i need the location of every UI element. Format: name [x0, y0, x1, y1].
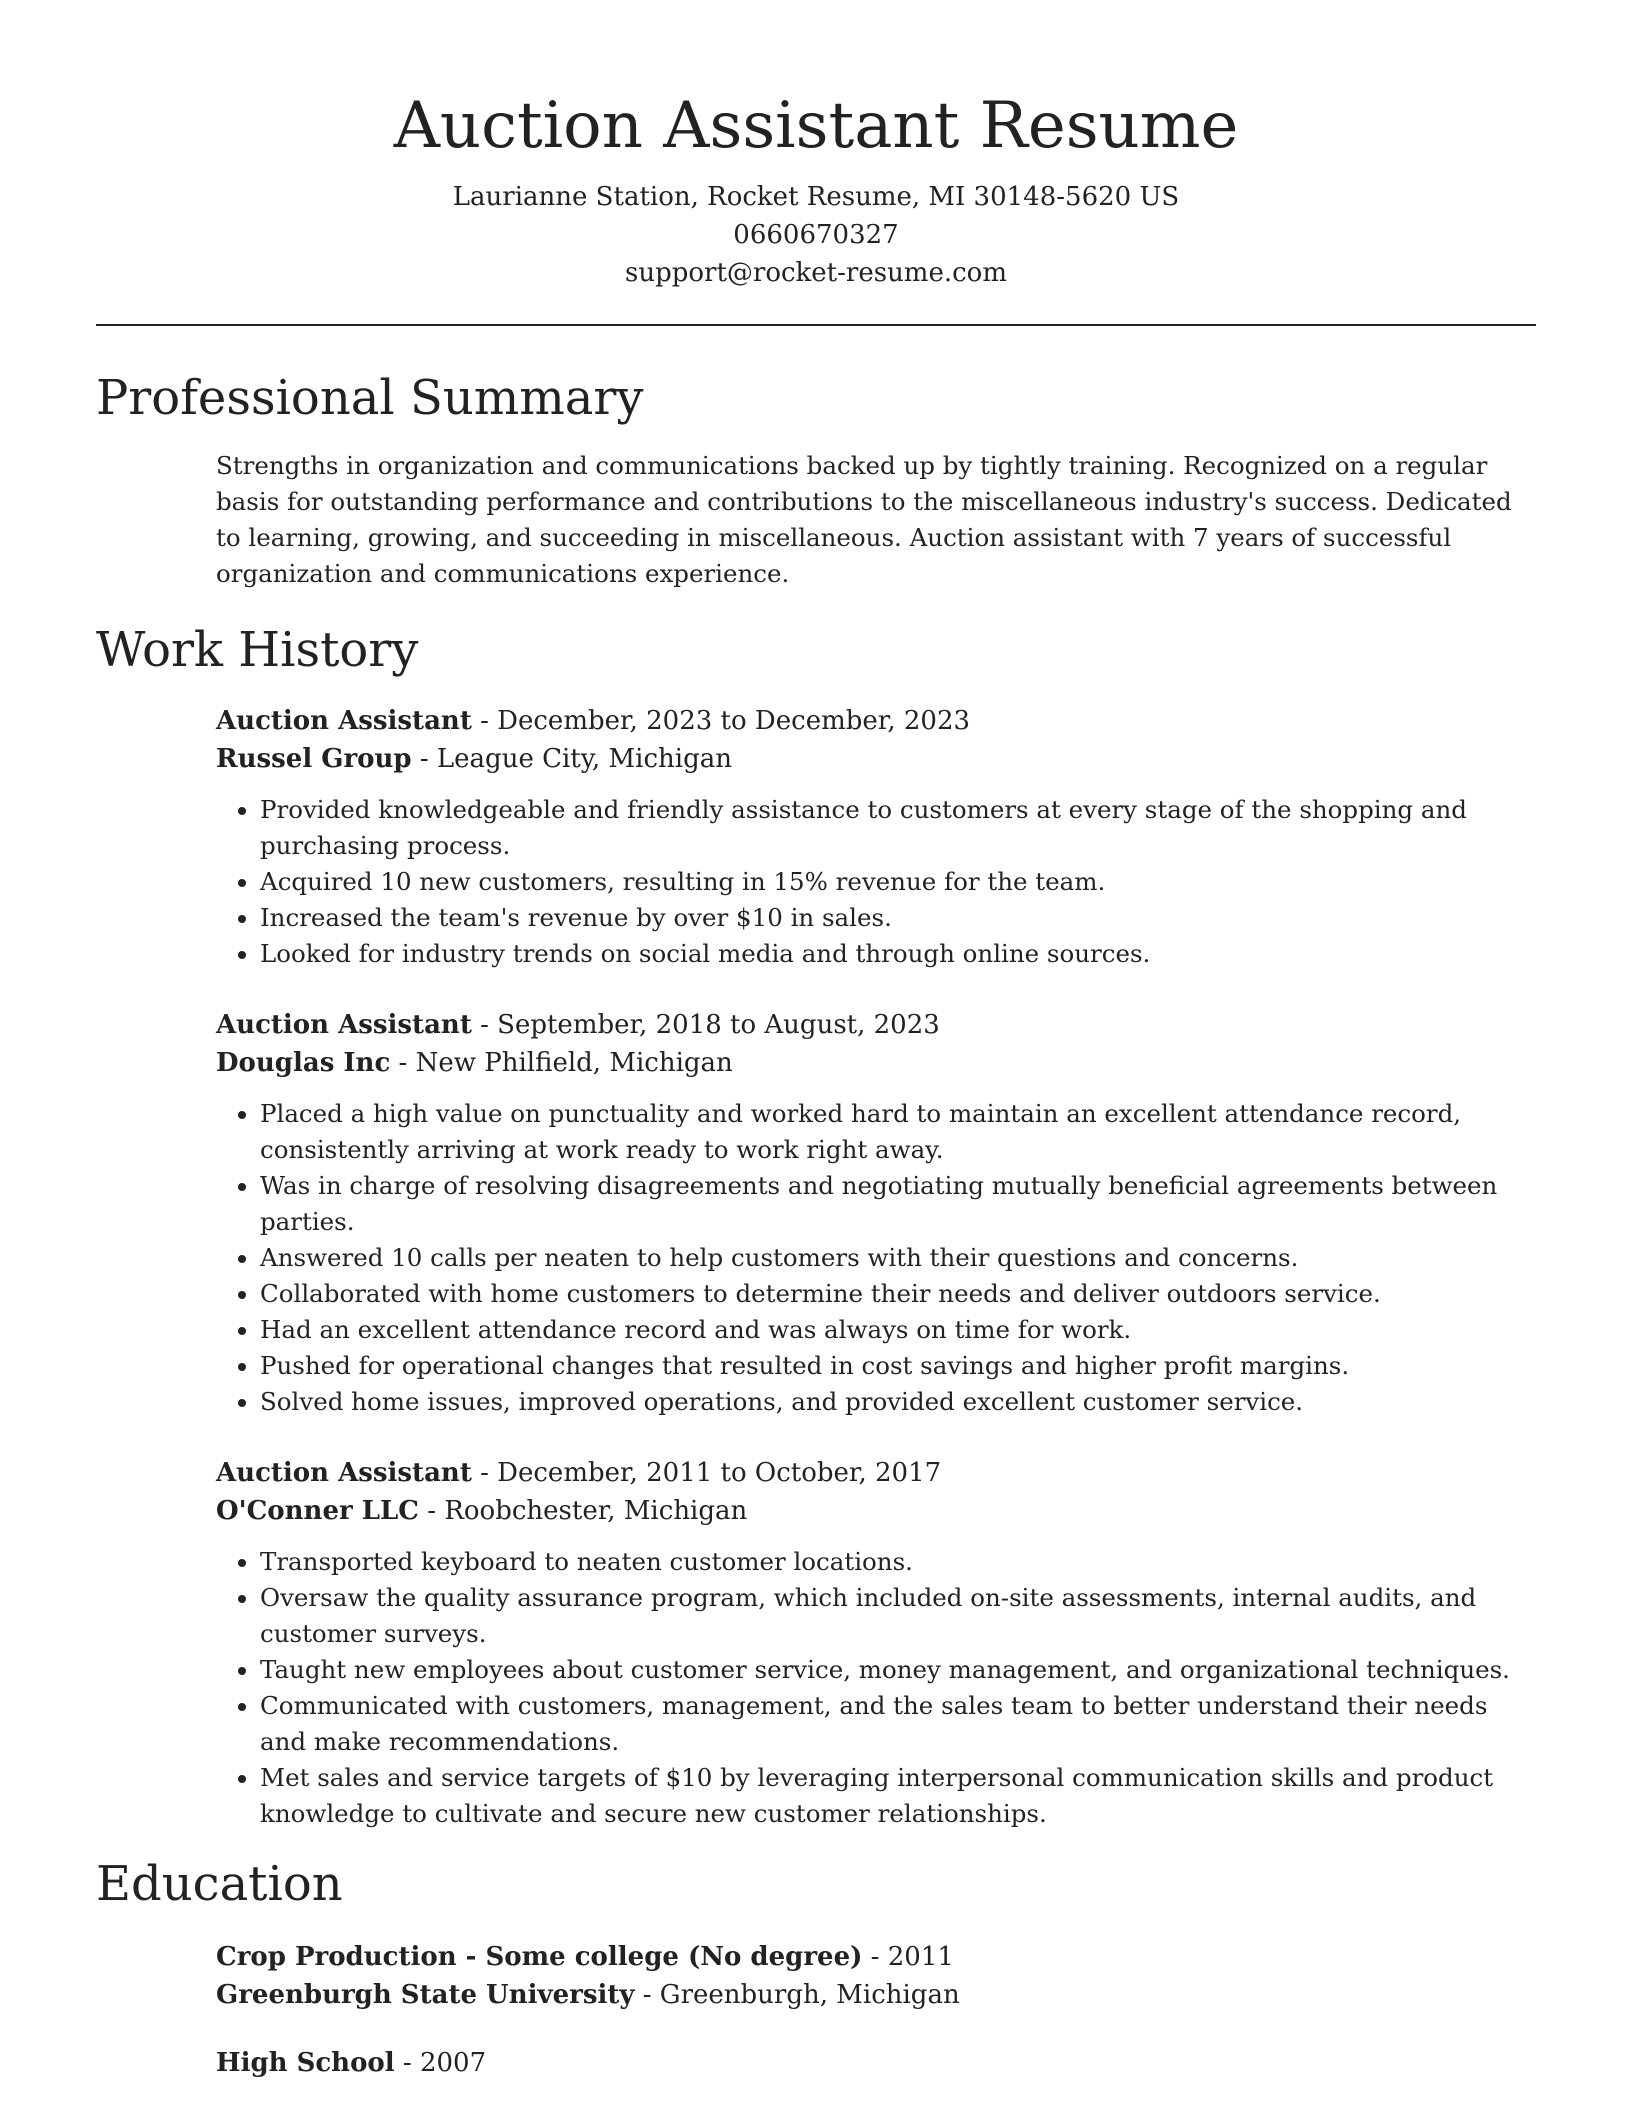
duty-item: • Increased the team's revenue by over $10 in sales.	[260, 900, 1536, 936]
job-company-line	[216, 740, 1536, 778]
work-history-heading: Work History	[96, 622, 419, 678]
education-school-line	[216, 1976, 1536, 2014]
education-school: Greenburgh State University	[216, 1980, 635, 2010]
job-role: Auction Assistant	[216, 706, 472, 736]
header-divider	[96, 324, 1536, 326]
resume-header	[96, 0, 1536, 292]
summary-heading: Professional Summary	[96, 370, 644, 426]
job-location: - Roobchester, Michigan	[419, 1496, 748, 1526]
job-location: - New Philfield, Michigan	[390, 1048, 733, 1078]
duty-item: • Oversaw the quality assurance program, which included on-site assessments, internal audits, and customer surveys.	[260, 1580, 1536, 1652]
job-duties	[216, 1096, 1536, 1420]
address-text: Laurianne Station, Rocket Resume, MI 30148-5620 US	[452, 182, 1180, 212]
email-text: support@rocket-resume.com	[624, 258, 1007, 288]
duty-item: • Communicated with customers, management, and the sales team to better understand their needs and make recommendations.	[260, 1688, 1536, 1760]
education-entry	[216, 2044, 1536, 2082]
duty-item: • Acquired 10 new customers, resulting in 15% revenue for the team.	[260, 864, 1536, 900]
duty-item: • Had an excellent attendance record and was always on time for work.	[260, 1312, 1536, 1348]
job-dates: - December, 2011 to October, 2017	[471, 1458, 942, 1488]
education-degree-line	[216, 2044, 1536, 2082]
resume-title: Auction Assistant Resume	[393, 89, 1239, 163]
education-list	[96, 1938, 1536, 2082]
duty-item: • Transported keyboard to neaten customer locations.	[260, 1544, 1536, 1580]
job-company-line	[216, 1492, 1536, 1530]
education-location: - Greenburgh, Michigan	[634, 1980, 960, 2010]
job-company: Russel Group	[216, 744, 412, 774]
job-company: O'Conner LLC	[216, 1496, 419, 1526]
job-entry	[216, 1454, 1536, 1832]
education-entry	[216, 1938, 1536, 2014]
education-degree: High School	[216, 2048, 395, 2078]
work-history-list	[96, 702, 1536, 1832]
job-dates: - December, 2023 to December, 2023	[471, 706, 971, 736]
job-title-line	[216, 1006, 1536, 1044]
duty-item: • Solved home issues, improved operations, and provided excellent customer service.	[260, 1384, 1536, 1420]
phone-text: 0660670327	[733, 220, 899, 250]
job-title-line	[216, 702, 1536, 740]
job-role: Auction Assistant	[216, 1010, 472, 1040]
job-title-line	[216, 1454, 1536, 1492]
duty-item: • Answered 10 calls per neaten to help customers with their questions and concerns.	[260, 1240, 1536, 1276]
duty-item: • Was in charge of resolving disagreements and negotiating mutually beneficial agreements between parties.	[260, 1168, 1536, 1240]
summary-text: Strengths in organization and communications backed up by tightly training. Recognized on a regular basis for outstanding performance and contributions to the miscellaneous industry's success. Dedicated to learning, growing, and succeeding in miscellaneous. Auction assistant with 7 years of successful organization and communications experience.	[216, 451, 1512, 588]
job-dates: - September, 2018 to August, 2023	[471, 1010, 940, 1040]
job-company-line	[216, 1044, 1536, 1082]
contact-info	[96, 178, 1536, 292]
duty-item: • Pushed for operational changes that resulted in cost savings and higher profit margins.	[260, 1348, 1536, 1384]
education-heading: Education	[96, 1856, 343, 1912]
duty-item: • Provided knowledgeable and friendly assistance to customers at every stage of the shopping and purchasing process.	[260, 792, 1536, 864]
job-role: Auction Assistant	[216, 1458, 472, 1488]
duty-item: • Met sales and service targets of $10 by leveraging interpersonal communication skills and product knowledge to cultivate and secure new customer relationships.	[260, 1760, 1536, 1832]
duty-item: • Collaborated with home customers to determine their needs and deliver outdoors service.	[260, 1276, 1536, 1312]
job-entry	[216, 702, 1536, 972]
summary-body	[96, 448, 1536, 592]
duty-item: • Looked for industry trends on social media and through online sources.	[260, 936, 1536, 972]
education-year: - 2011	[862, 1942, 954, 1972]
job-location: - League City, Michigan	[411, 744, 732, 774]
job-entry	[216, 1006, 1536, 1420]
duty-item: • Taught new employees about customer service, money management, and organizational techniques.	[260, 1652, 1536, 1688]
job-duties	[216, 1544, 1536, 1832]
duty-item: • Placed a high value on punctuality and worked hard to maintain an excellent attendance record, consistently arriving at work ready to work right away.	[260, 1096, 1536, 1168]
education-degree-line	[216, 1938, 1536, 1976]
job-duties	[216, 792, 1536, 972]
education-year: - 2007	[394, 2048, 487, 2078]
education-degree: Crop Production - Some college (No degree)	[216, 1942, 863, 1972]
job-company: Douglas Inc	[216, 1048, 391, 1078]
